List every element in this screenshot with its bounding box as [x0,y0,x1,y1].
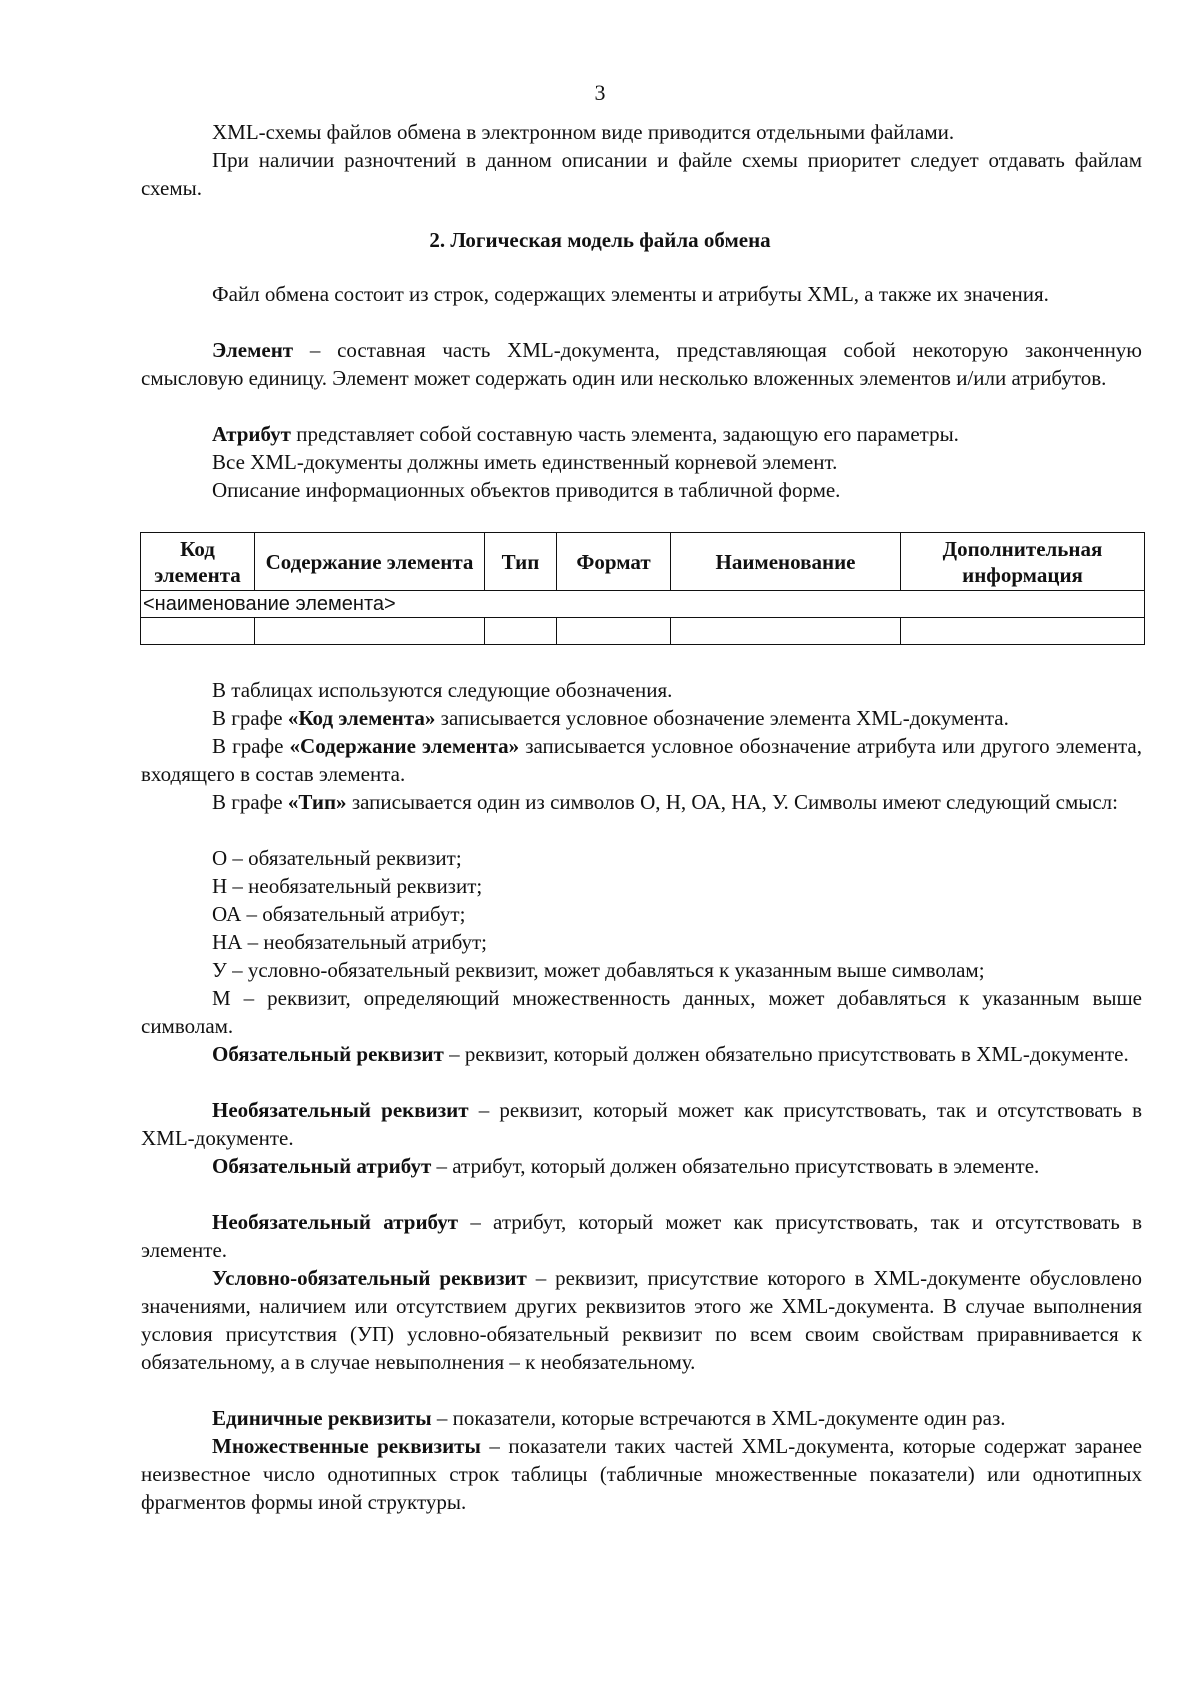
table-cell [141,618,255,645]
notation-type-prefix: В графе [212,790,288,814]
table-cell [671,618,901,645]
header-element-content: Содержание элемента [255,533,485,591]
table-header-row [141,533,1145,591]
paragraph-table-form: Описание информационных объектов приводится в табличной форме. [212,478,841,502]
term-optional-attribute: Необязательный атрибут [212,1210,459,1234]
notation-type [141,788,1142,816]
header-element-code: Код элемента [141,533,255,591]
element-description-table [140,532,1145,645]
definition-text: – атрибут, который должен обязательно присутствовать в элементе. [431,1154,1040,1178]
definition-text: – показатели таких частей XML-документа, которые содержат заранее неизвестное число однотипных строк таблицы (табличные множественные показатели) или однотипных фрагментов формы иной структуры. [141,1434,1142,1514]
definition-conditional-field [141,1264,1142,1376]
paragraph-element-definition [141,336,1142,392]
element-definition-text: – составная часть XML-документа, представляющая собой некоторую законченную смысловую единицу. Элемент может содержать один или несколько вложенных элементов и/или атрибутов. [141,338,1142,390]
table-row [141,591,1145,618]
table-cell [485,618,557,645]
table-row [141,618,1145,645]
definition-required-attribute [141,1152,1142,1180]
table-cell [255,618,485,645]
term-element: Элемент [212,338,294,362]
term-optional-field: Необязательный реквизит [212,1098,469,1122]
paragraph-file-structure: Файл обмена состоит из строк, содержащих элементы и атрибуты XML, а также их значения. [212,282,1049,306]
definition-text: – реквизит, присутствие которого в XML-документе обусловлено значениями, наличием или отсутствием других реквизитов этого же XML-документа. В случае выполнения условия присутствия (УП) условно-обязательный реквизит по всем своим свойствам приравнивается к обязательному, а в случае невыполнения – к необязательному. [141,1266,1143,1374]
symbol-oa: ОА – обязательный атрибут; [212,902,466,926]
term-multiple-fields: Множественные реквизиты [212,1434,481,1458]
table-cell [557,618,671,645]
intro-line-1: XML-схемы файлов обмена в электронном виде приводится отдельными файлами. [212,120,955,144]
term-element-content: «Содержание элемента» [289,734,520,758]
term-element-code: «Код элемента» [287,706,436,730]
term-conditional-field: Условно-обязательный реквизит [212,1266,527,1290]
notation-intro: В таблицах используются следующие обозначения. [212,678,673,702]
paragraph-attribute-definition [141,420,1142,448]
term-required-attribute: Обязательный атрибут [212,1154,432,1178]
notation-content-prefix: В графе [212,734,290,758]
header-name: Наименование [671,533,901,591]
notation-code [141,704,1142,732]
term-type: «Тип» [287,790,347,814]
header-additional-info: Дополнительная информация [901,533,1145,591]
element-name-cell: <наименование элемента> [141,591,1145,618]
definition-text: – реквизит, который должен обязательно присутствовать в XML-документе. [443,1042,1129,1066]
paragraph-root-element: Все XML-документы должны иметь единственный корневой элемент. [212,450,838,474]
term-required-field: Обязательный реквизит [212,1042,444,1066]
symbol-u: У – условно-обязательный реквизит, может добавляться к указанным выше символам; [212,958,985,982]
definition-required-field [141,1040,1142,1068]
definition-optional-field [141,1096,1142,1152]
notation-code-text: записывается условное обозначение элемента XML-документа. [435,706,1009,730]
definition-multiple-fields [141,1432,1142,1516]
definition-single-fields [141,1404,1142,1432]
table-cell [901,618,1145,645]
notation-type-text: записывается один из символов О, Н, ОА, НА, У. Символы имеют следующий смысл: [346,790,1118,814]
header-type: Тип [485,533,557,591]
attribute-definition-text: представляет собой составную часть элемента, задающую его параметры. [291,422,959,446]
notation-content [141,732,1142,788]
definition-text: – атрибут, который может как присутствовать, так и отсутствовать в элементе. [141,1210,1142,1262]
symbol-n: Н – необязательный реквизит; [212,874,483,898]
definition-optional-attribute [141,1208,1142,1264]
symbol-m: М – реквизит, определяющий множественность данных, может добавляться к указанным выше символам. [141,986,1142,1038]
definition-text: – реквизит, который может как присутствовать, так и отсутствовать в XML-документе. [141,1098,1142,1150]
section-heading: 2. Логическая модель файла обмена [429,228,771,252]
symbol-o: О – обязательный реквизит; [212,846,462,870]
intro-line-2: При наличии разночтений в данном описании и файле схемы приоритет следует отдавать файлам схемы. [141,148,1142,200]
notation-code-prefix: В графе [212,706,288,730]
term-single-fields: Единичные реквизиты [212,1406,432,1430]
header-format: Формат [557,533,671,591]
definition-text: – показатели, которые встречаются в XML-документе один раз. [431,1406,1006,1430]
term-attribute: Атрибут [212,422,291,446]
symbol-na: НА – необязательный атрибут; [212,930,488,954]
notation-content-text: записывается условное обозначение атрибута или другого элемента, входящего в состав элемента. [141,734,1142,786]
page-number: 3 [594,80,606,105]
